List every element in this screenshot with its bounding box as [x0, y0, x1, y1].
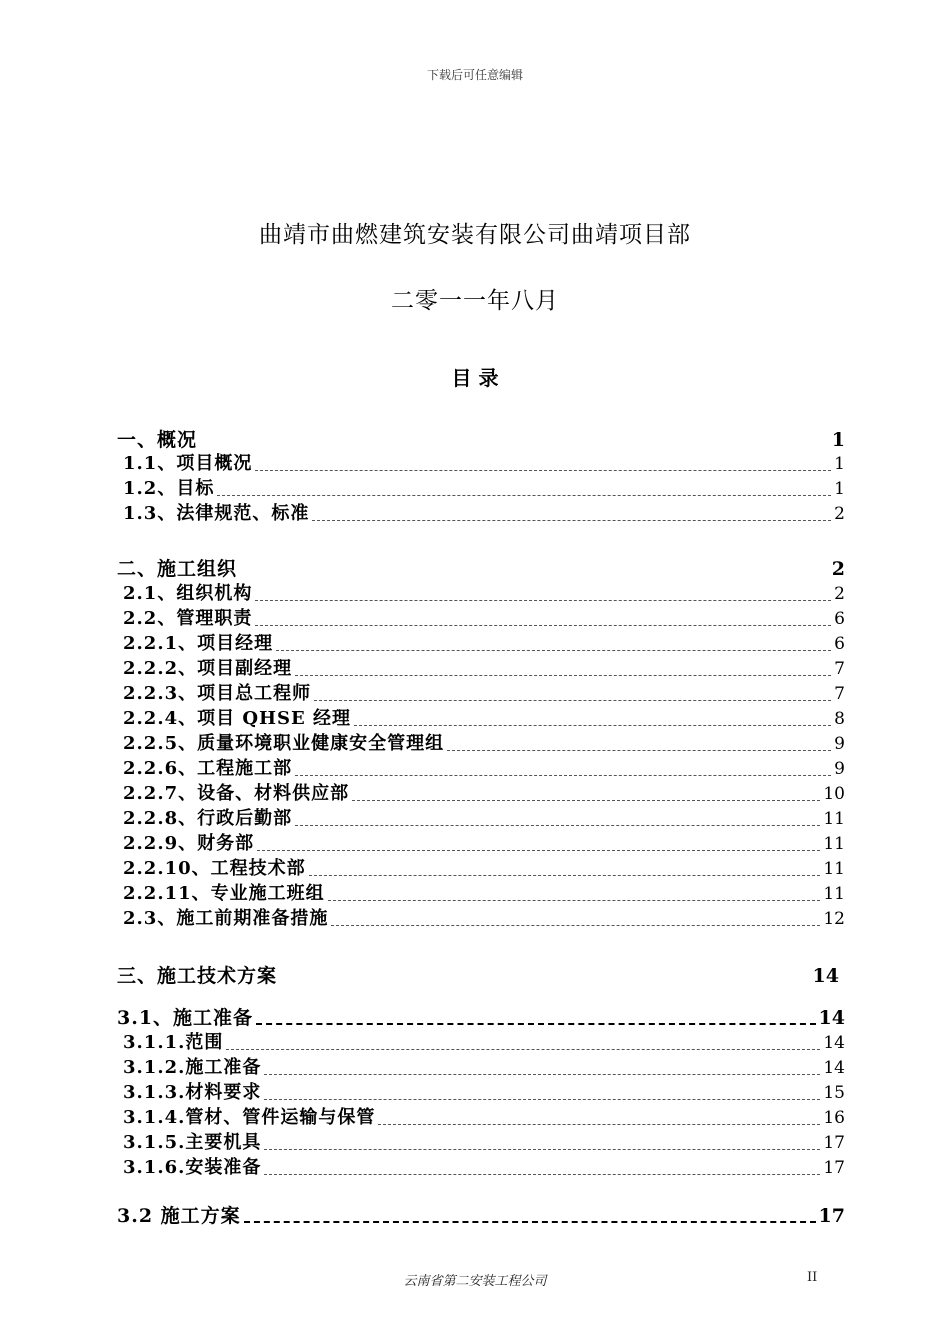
toc-entry[interactable] — [123, 882, 845, 906]
toc-dot-leader — [378, 1124, 820, 1125]
toc-entry-page: 2 — [831, 558, 845, 580]
toc-entry[interactable] — [123, 502, 845, 526]
toc-dot-leader — [264, 1174, 820, 1175]
toc-entry-page: 7 — [834, 684, 845, 704]
toc-entry-page: 1 — [834, 479, 845, 499]
toc-entry-label: 2.2.3、项目总工程师 — [123, 683, 312, 704]
toc-entry-label: 2.2.1、项目经理 — [123, 633, 274, 654]
toc-entry[interactable] — [123, 782, 845, 806]
toc-dot-leader — [256, 1023, 815, 1025]
toc-entry-label: 2.2.10、工程技术部 — [123, 858, 306, 879]
toc-dot-leader — [331, 925, 820, 926]
toc-entry-label: 一、概况 — [117, 429, 198, 451]
toc-entry[interactable] — [123, 832, 845, 856]
toc-dot-leader — [295, 675, 831, 676]
toc-dot-leader — [244, 1221, 816, 1223]
toc-entry-label: 2.1、组织机构 — [123, 583, 253, 604]
toc-entry-label: 2.3、施工前期准备措施 — [123, 908, 329, 929]
toc-dot-leader — [264, 1074, 820, 1075]
toc-entry[interactable] — [123, 757, 845, 781]
toc-entry[interactable] — [123, 1156, 845, 1180]
toc-entry-page: 14 — [823, 1033, 845, 1053]
toc-entry-page: 17 — [818, 1205, 845, 1227]
toc-dot-leader — [217, 495, 831, 496]
toc-dot-leader — [257, 850, 820, 851]
toc-entry-label: 2.2、管理职责 — [123, 608, 253, 629]
toc-entry[interactable] — [123, 1056, 845, 1080]
footer-company: 云南省第二安装工程公司 — [403, 1274, 547, 1289]
toc-entry-page: 9 — [834, 734, 845, 754]
toc-dot-leader — [255, 625, 831, 626]
toc-dot-leader — [264, 1099, 820, 1100]
toc-entry[interactable] — [123, 857, 845, 881]
toc-title: 目 录 — [451, 366, 499, 390]
toc-entry[interactable] — [117, 964, 839, 988]
toc-entry-page: 1 — [831, 429, 845, 451]
toc-entry[interactable] — [123, 1131, 845, 1155]
toc-entry-page: 11 — [823, 884, 845, 904]
toc-entry-label: 2.2.4、项目 QHSE 经理 — [123, 708, 352, 729]
toc-entry[interactable] — [123, 632, 845, 656]
toc-entry[interactable] — [123, 732, 845, 756]
toc-entry-label: 二、施工组织 — [117, 558, 238, 580]
toc-entry-page: 7 — [834, 659, 845, 679]
toc-dot-leader — [276, 650, 831, 651]
toc-entry-label: 1.1、项目概况 — [123, 453, 253, 474]
toc-dot-leader — [295, 825, 820, 826]
toc-entry[interactable] — [123, 1031, 845, 1055]
toc-entry-label: 2.2.8、行政后勤部 — [123, 808, 293, 829]
header-note: 下载后可任意编辑 — [426, 68, 523, 82]
toc-entry[interactable] — [123, 707, 845, 731]
toc-entry-label: 3.1.3.材料要求 — [123, 1082, 262, 1103]
toc-entry-page: 12 — [823, 909, 845, 929]
toc-entry-label: 2.2.6、工程施工部 — [123, 758, 293, 779]
toc-entry-label: 2.2.11、专业施工班组 — [123, 883, 325, 904]
toc-dot-leader — [447, 750, 831, 751]
toc-dot-leader — [328, 900, 821, 901]
footer-page-number: II — [807, 1270, 818, 1285]
toc-entry-page: 6 — [834, 609, 845, 629]
toc-entry-label: 2.2.2、项目副经理 — [123, 658, 293, 679]
toc-entry[interactable] — [123, 452, 845, 476]
toc-dot-leader — [352, 800, 820, 801]
toc-entry-label: 2.2.5、质量环境职业健康安全管理组 — [123, 733, 445, 754]
toc-dot-leader — [312, 520, 831, 521]
toc-entry-page: 14 — [823, 1058, 845, 1078]
toc-entry-page: 11 — [823, 834, 845, 854]
company-name: 曲靖市曲燃建筑安装有限公司曲靖项目部 — [259, 222, 691, 248]
toc-entry-page: 17 — [823, 1133, 845, 1153]
toc-dot-leader — [255, 600, 831, 601]
toc-entry-label: 1.3、法律规范、标准 — [123, 503, 310, 524]
toc-entry-page: 14 — [818, 1007, 845, 1029]
toc-dot-leader — [309, 875, 821, 876]
toc-entry-label: 3.1.5.主要机具 — [123, 1132, 262, 1153]
toc-dot-leader — [314, 700, 831, 701]
toc-entry[interactable] — [123, 607, 845, 631]
toc-entry-label: 3.1.4.管材、管件运输与保管 — [123, 1107, 376, 1128]
toc-entry[interactable] — [123, 657, 845, 681]
toc-entry-page: 8 — [834, 709, 845, 729]
toc-entry-page: 6 — [834, 634, 845, 654]
document-date: 二零一一年八月 — [391, 288, 559, 314]
toc-entry[interactable] — [123, 807, 845, 831]
toc-entry-page: 1 — [834, 454, 845, 474]
toc-entry[interactable] — [123, 1106, 845, 1130]
toc-entry[interactable] — [117, 557, 845, 581]
toc-entry[interactable] — [123, 682, 845, 706]
toc-dot-leader — [295, 775, 831, 776]
toc-entry-label: 3.1、施工准备 — [117, 1007, 254, 1029]
toc-entry[interactable] — [123, 907, 845, 931]
toc-entry-label: 2.2.9、财务部 — [123, 833, 255, 854]
toc-dot-leader — [264, 1149, 820, 1150]
toc-entry-page: 16 — [823, 1108, 845, 1128]
toc-entry-page: 9 — [834, 759, 845, 779]
toc-entry-label: 1.2、目标 — [123, 478, 215, 499]
toc-entry-label: 三、施工技术方案 — [117, 965, 278, 987]
toc-entry-label: 2.2.7、设备、材料供应部 — [123, 783, 350, 804]
toc-entry-page: 11 — [823, 859, 845, 879]
toc-dot-leader — [354, 725, 831, 726]
toc-entry[interactable] — [117, 428, 845, 452]
toc-entry[interactable] — [123, 1081, 845, 1105]
toc-dot-leader — [255, 470, 831, 471]
toc-entry-label: 3.1.2.施工准备 — [123, 1057, 262, 1078]
toc-entry-page: 17 — [823, 1158, 845, 1178]
toc-entry-label: 3.1.1.范围 — [123, 1032, 224, 1053]
toc-entry-label: 3.1.6.安装准备 — [123, 1157, 262, 1178]
toc-entry[interactable] — [123, 477, 845, 501]
toc-entry[interactable] — [117, 1006, 845, 1030]
toc-entry-label: 3.2 施工方案 — [117, 1205, 241, 1227]
toc-entry-page: 10 — [823, 784, 845, 804]
toc-entry[interactable] — [123, 582, 845, 606]
toc-entry-page: 14 — [812, 965, 839, 987]
toc-entry-page: 11 — [823, 809, 845, 829]
toc-entry-page: 2 — [834, 584, 845, 604]
toc-dot-leader — [226, 1049, 820, 1050]
toc-entry[interactable] — [117, 1204, 845, 1228]
toc-entry-page: 2 — [834, 504, 845, 524]
toc-entry-page: 15 — [823, 1083, 845, 1103]
